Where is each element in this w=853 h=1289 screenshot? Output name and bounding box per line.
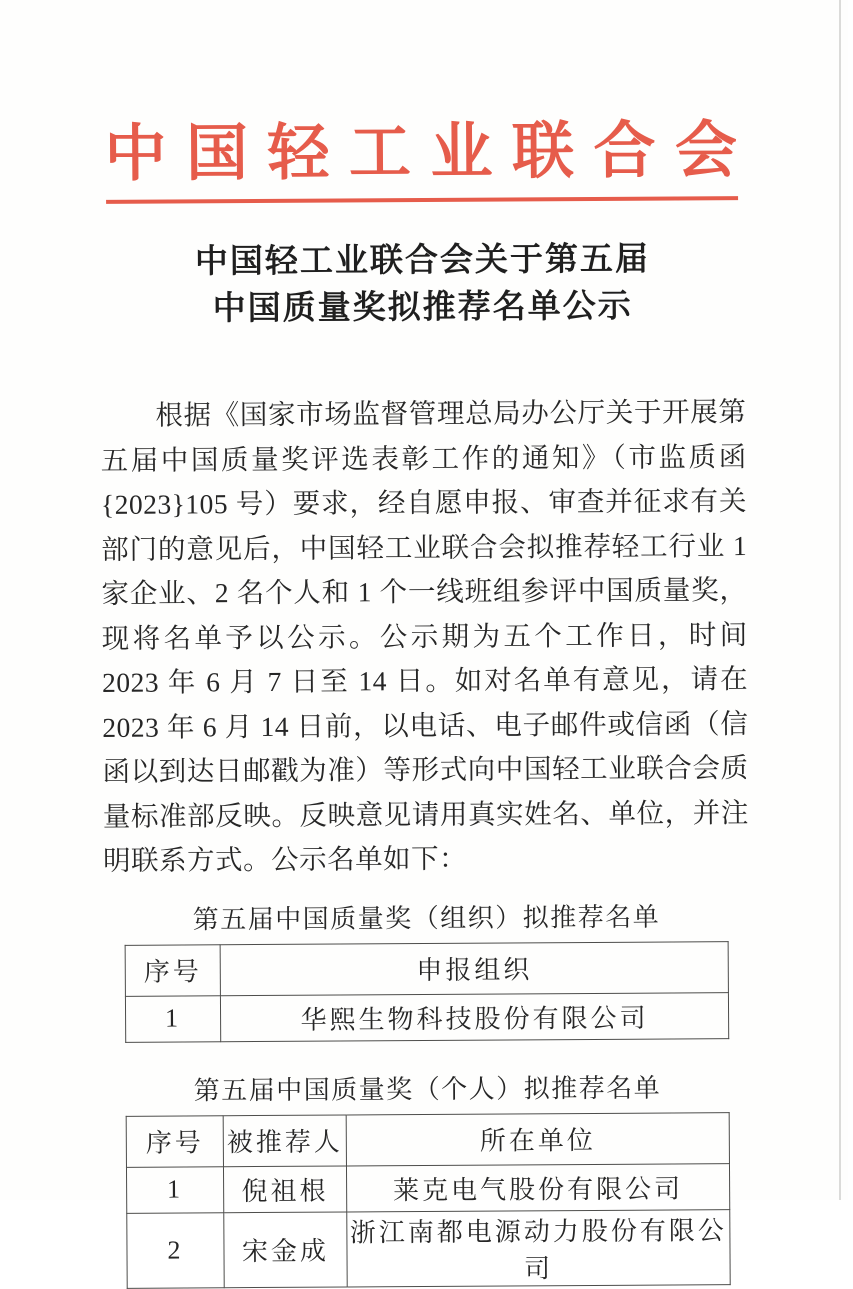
table-header-row [125,941,728,996]
table-row [127,1209,730,1288]
body-paragraph: 根据《国家市场监督管理总局办公厅关于开展第五届中国质量奖评选表彰工作的通知》（市监质函{2023}105 号）要求，经自愿申报、审查并征求有关部门的意见后，中国轻工业联合会拟推荐轻工行业 1 家企业、2 名个人和 1 个一线班组参评中国质量奖，现将名单予以公示。公示期为五个工作日，时间 2023 年 6 月 7 日至 14 日。如对名单有意见，请在 2023 年 6 月 14 日前，以电话、电子邮件或信函（信函以到达日邮戳为准）等形式向中国轻工业联合会质量标准部反映。反映意见请用真实姓名、单位，并注明联系方式。公示名单如下： [100,396,749,876]
cell-nominee: 倪祖根 [223,1165,346,1212]
cell-index: 2 [127,1212,224,1288]
cell-work-unit: 浙江南都电源动力股份有限公司 [347,1209,730,1286]
document-title-line-2: 中国质量奖拟推荐名单公示 [212,286,633,327]
table-row [126,1163,729,1213]
table-header-row [126,1112,729,1167]
table-row [125,992,728,1042]
table-caption-organization: 第五届中国质量奖（组织）拟推荐名单 [192,902,661,934]
letterhead-divider-rule [106,196,738,204]
column-header-nominee: 被推荐人 [223,1114,346,1166]
document-title-line-1: 中国轻工业联合会关于第五届 [194,239,651,280]
document-title [0,233,847,332]
cell-organization: 华熙生物科技股份有限公司 [220,992,728,1041]
individual-table [126,1112,731,1289]
column-header-index: 序号 [126,1115,223,1167]
column-header-organization: 申报组织 [220,941,728,995]
table-caption-individual: 第五届中国质量奖（个人）拟推荐名单 [193,1073,662,1105]
organization-table [125,941,730,1043]
cell-index: 1 [126,1166,223,1213]
column-header-work-unit: 所在单位 [346,1112,729,1165]
column-header-index: 序号 [125,944,220,996]
letterhead-title: 中 国 轻 工 业 联 合 会 [104,117,740,189]
cell-nominee: 宋金成 [224,1211,347,1287]
cell-work-unit: 莱克电气股份有限公司 [346,1163,729,1211]
cell-index: 1 [125,995,220,1042]
